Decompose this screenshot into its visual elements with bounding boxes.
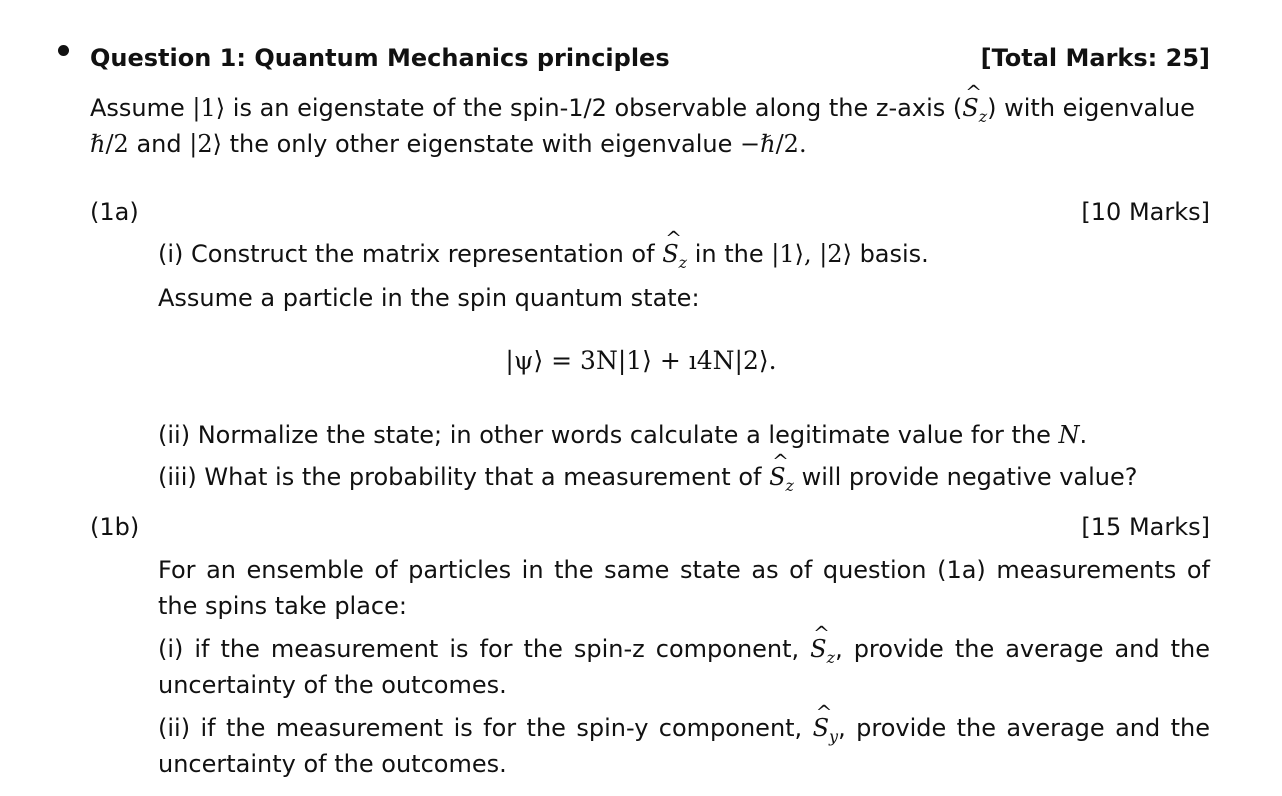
- part-1a-item-i: (i) Construct the matrix representation of ^ $S_z$ in the |1⟩, |2⟩ basis.: [158, 236, 929, 272]
- part-1a-label: (1a): [90, 198, 139, 226]
- part-1b-item-i: (i) if the measurement is for the spin-z component, ^ $S_z$, provide the average and the uncertainty of the outcomes.: [158, 631, 1210, 703]
- part-1b-item-ii: (ii) if the measurement is for the spin-y component, ^ $S_y$, provide the average and the uncertainty of the outcomes.: [158, 710, 1210, 782]
- part-1b-marks: [15 Marks]: [1081, 513, 1210, 541]
- s-hat-symbol: ^ $S_z$: [769, 459, 794, 495]
- question-intro: Assume |1⟩ is an eigenstate of the spin-1/2 observable along the z-axis (^ $S_z$) with eigenvalue ℏ/2 and |2⟩ the only other eigenstate with eigenvalue −ℏ/2.: [90, 90, 1210, 162]
- s-hat-symbol: ^ $S_z$: [662, 236, 687, 272]
- part-1a-item-iii: (iii) What is the probability that a measurement of ^ $S_z$ will provide negative value?: [158, 459, 1138, 495]
- s-hat-symbol: ^ $S_y$: [813, 710, 839, 746]
- total-marks: [Total Marks: 25]: [980, 44, 1210, 72]
- part-1a-assume: Assume a particle in the spin quantum state:: [158, 284, 700, 312]
- question-title: Question 1: Quantum Mechanics principles: [90, 44, 670, 72]
- part-1b-label: (1b): [90, 513, 140, 541]
- part-1b-intro: For an ensemble of particles in the same state as of question (1a) measurements of the spins take place:: [158, 556, 1210, 620]
- bullet-icon: [58, 45, 69, 56]
- part-1a-marks: [10 Marks]: [1081, 198, 1210, 226]
- part-1a-item-ii: (ii) Normalize the state; in other words calculate a legitimate value for the N.: [158, 421, 1088, 449]
- s-hat-symbol: ^ $S_z$: [810, 631, 835, 667]
- state-equation: |ψ⟩ = 3N|1⟩ + ı4N|2⟩.: [505, 346, 777, 375]
- s-hat-symbol: ^ $S_z$: [962, 90, 987, 126]
